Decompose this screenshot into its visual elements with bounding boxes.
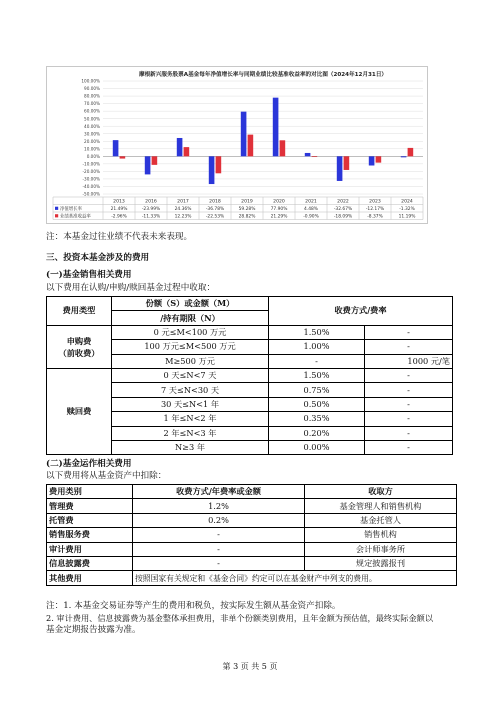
y-tick-label: 60.00% bbox=[84, 108, 100, 114]
data-label: -32.67% bbox=[333, 207, 353, 212]
data-label: 77.90% bbox=[270, 207, 288, 212]
y-tick-label: -30.00% bbox=[82, 176, 100, 182]
header-fee-method: 收费方式/年费率或金额 bbox=[133, 485, 305, 499]
sub2-title: (二)基金运作相关费用 bbox=[46, 459, 132, 469]
table-row bbox=[47, 499, 457, 513]
table-cell: 1.50% bbox=[269, 325, 365, 339]
subscription-fee-sublabel: （前收费） bbox=[58, 347, 100, 358]
bar-nav-growth-2017 bbox=[177, 138, 183, 156]
data-label: -0.90% bbox=[303, 214, 319, 220]
y-tick-label: -50.00% bbox=[82, 191, 100, 197]
table-cell: 信息披露费 bbox=[47, 556, 133, 570]
operating-fee-table bbox=[46, 484, 457, 586]
table-cell: 1.50% bbox=[269, 368, 365, 382]
x-tick-label: 2021 bbox=[305, 199, 317, 205]
x-tick-label: 2017 bbox=[177, 199, 189, 205]
table-cell: 0.75% bbox=[269, 383, 365, 397]
data-label: 59.28% bbox=[238, 207, 256, 212]
data-label: 24.36% bbox=[174, 207, 192, 212]
y-tick-label: -20.00% bbox=[82, 169, 100, 174]
header-recipient: 收取方 bbox=[305, 485, 457, 499]
table-cell: - bbox=[133, 542, 305, 556]
y-tick-label: 0.00% bbox=[86, 153, 100, 159]
bar-nav-growth-2016 bbox=[145, 156, 151, 174]
table-cell: 1 年≤N<2 年 bbox=[112, 412, 269, 426]
chart-note: 注：本基金过往业绩不代表未来表现。 bbox=[46, 232, 193, 242]
data-label: -18.09% bbox=[333, 214, 353, 220]
table-cell: 0.00% bbox=[269, 440, 365, 454]
y-tick-label: 40.00% bbox=[84, 123, 100, 129]
table-cell: 2 年≤N<3 年 bbox=[112, 426, 269, 440]
table-cell: 0 天≤N<7 天 bbox=[112, 368, 269, 382]
table-cell: M≥500 万元 bbox=[112, 354, 269, 368]
header-rate: 收费方式/费率 bbox=[269, 297, 453, 326]
header-amount-line2: /持有期限（N） bbox=[112, 311, 269, 325]
data-label: -8.37% bbox=[367, 214, 383, 220]
header-amount-line1: 份额（S）或金额（M） bbox=[112, 297, 269, 311]
sales-fee-table bbox=[46, 296, 453, 455]
bar-benchmark-2022 bbox=[344, 156, 350, 170]
table-cell: 1.00% bbox=[269, 340, 365, 354]
table-cell: - bbox=[365, 340, 453, 354]
bar-benchmark-2021 bbox=[312, 156, 318, 157]
y-tick-label: 50.00% bbox=[84, 116, 100, 122]
table-cell: 规定披露报刊 bbox=[305, 556, 457, 570]
note2-line2: 2. 审计费用、信息披露费为基金整体承担费用，非单个份额类别费用，且年金额为预估值，最终实际金额以 bbox=[46, 613, 434, 623]
y-tick-label: 10.00% bbox=[84, 146, 100, 152]
y-tick-label: 20.00% bbox=[84, 138, 100, 144]
data-label: 11.19% bbox=[398, 214, 416, 220]
bar-nav-growth-2023 bbox=[369, 156, 375, 165]
table-row bbox=[47, 513, 457, 527]
table-cell: 7 天≤N<30 天 bbox=[112, 383, 269, 397]
table-cell: 会计师事务所 bbox=[305, 542, 457, 556]
table-row bbox=[47, 325, 453, 339]
table-cell: 0.50% bbox=[269, 397, 365, 411]
bar-benchmark-2020 bbox=[280, 140, 286, 156]
data-label: 21.49% bbox=[110, 207, 128, 212]
table-cell: 0.20% bbox=[269, 426, 365, 440]
data-label: -2.96% bbox=[111, 214, 127, 220]
bar-benchmark-2018 bbox=[216, 156, 222, 173]
y-tick-label: -10.00% bbox=[82, 161, 100, 167]
bar-benchmark-2023 bbox=[376, 156, 382, 162]
sub1-title: (一)基金销售相关费用 bbox=[46, 270, 132, 280]
table-cell: - bbox=[133, 528, 305, 542]
bar-nav-growth-2020 bbox=[273, 98, 279, 157]
data-label: -11.33% bbox=[141, 214, 161, 220]
bar-benchmark-2016 bbox=[152, 156, 158, 165]
x-tick-label: 2020 bbox=[273, 199, 285, 205]
legend-label: 净值增长率 bbox=[60, 207, 82, 212]
table-cell: 30 天≤N<1 年 bbox=[112, 397, 269, 411]
table-cell: - bbox=[365, 368, 453, 382]
table-header-row bbox=[47, 485, 457, 499]
table-cell: 销售机构 bbox=[305, 528, 457, 542]
table-cell: - bbox=[365, 397, 453, 411]
table-row bbox=[47, 556, 457, 570]
subscription-fee-label: 申购费 bbox=[66, 335, 92, 346]
table-cell: 管理费 bbox=[47, 499, 133, 513]
table-cell: - bbox=[365, 440, 453, 454]
data-label: -36.78% bbox=[205, 207, 225, 212]
table-cell: - bbox=[365, 412, 453, 426]
table-row bbox=[47, 368, 453, 382]
bar-nav-growth-2019 bbox=[241, 112, 247, 157]
bar-nav-growth-2022 bbox=[337, 156, 343, 181]
table-row bbox=[47, 542, 457, 556]
bar-nav-growth-2013 bbox=[113, 140, 119, 156]
table-cell: 审计费用 bbox=[47, 542, 133, 556]
data-label: -1.32% bbox=[399, 207, 415, 212]
bar-benchmark-2013 bbox=[120, 156, 126, 158]
y-tick-label: -40.00% bbox=[82, 184, 100, 190]
performance-chart-svg bbox=[47, 67, 427, 223]
x-tick-label: 2022 bbox=[337, 199, 349, 205]
sub1-intro: 以下费用在认购/申购/赎回基金过程中收取： bbox=[46, 283, 216, 293]
y-tick-label: 90.00% bbox=[84, 86, 100, 92]
x-tick-label: 2018 bbox=[209, 199, 221, 205]
note2-line1: 注：1. 本基金交易证券等产生的费用和税负，按实际发生额从基金资产扣除。 bbox=[46, 601, 341, 611]
data-label: 4.48% bbox=[304, 207, 318, 212]
y-tick-label: 30.00% bbox=[84, 131, 100, 137]
bar-nav-growth-2021 bbox=[305, 153, 311, 156]
redemption-fee-label: 赎回费 bbox=[47, 368, 112, 454]
y-tick-label: 80.00% bbox=[84, 93, 100, 99]
table-cell: 0 元≤M<100 万元 bbox=[112, 325, 269, 339]
data-label: -23.99% bbox=[141, 207, 161, 212]
table-cell: 按照国家有关规定和《基金合同》约定可以在基金财产中列支的费用。 bbox=[133, 571, 457, 585]
table-cell: 其他费用 bbox=[47, 571, 133, 585]
x-tick-label: 2016 bbox=[145, 199, 157, 205]
data-label: 28.82% bbox=[238, 214, 256, 220]
table-row bbox=[47, 528, 457, 542]
legend-swatch bbox=[55, 214, 58, 217]
x-tick-label: 2024 bbox=[401, 199, 413, 205]
bar-benchmark-2019 bbox=[248, 135, 254, 157]
bar-benchmark-2017 bbox=[184, 147, 190, 156]
page-footer: 第 3 页 共 5 页 bbox=[222, 662, 278, 671]
performance-chart bbox=[46, 66, 428, 224]
table-cell: 基金管理人和销售机构 bbox=[305, 499, 457, 513]
section-title: 三、投资本基金涉及的费用 bbox=[46, 253, 150, 263]
y-tick-label: 100.00% bbox=[81, 78, 100, 84]
subscription-fee-cell bbox=[47, 325, 112, 368]
x-tick-label: 2013 bbox=[113, 199, 125, 205]
table-cell: - bbox=[133, 556, 305, 570]
x-tick-label: 2023 bbox=[369, 199, 381, 205]
table-cell: 1000 元/笔 bbox=[365, 354, 453, 368]
y-tick-label: 70.00% bbox=[84, 101, 100, 107]
table-row bbox=[47, 571, 457, 585]
bar-benchmark-2024 bbox=[408, 148, 414, 156]
header-fee-type: 费用类型 bbox=[47, 297, 112, 326]
table-cell: N≥3 年 bbox=[112, 440, 269, 454]
legend-swatch bbox=[55, 207, 58, 210]
x-tick-label: 2019 bbox=[241, 199, 253, 205]
table-cell: - bbox=[365, 383, 453, 397]
data-label: 21.29% bbox=[270, 214, 288, 220]
table-cell: 销售服务费 bbox=[47, 528, 133, 542]
bar-nav-growth-2024 bbox=[401, 156, 407, 157]
table-cell: 0.2% bbox=[133, 513, 305, 527]
data-label: -12.17% bbox=[365, 207, 385, 212]
table-cell: 基金托管人 bbox=[305, 513, 457, 527]
legend-label: 业绩基准收益率 bbox=[60, 214, 91, 220]
table-cell: 1.2% bbox=[133, 499, 305, 513]
data-label: -22.53% bbox=[205, 214, 225, 220]
note2-line3: 基金定期报告披露为准。 bbox=[46, 625, 141, 635]
sub2-intro: 以下费用将从基金资产中扣除： bbox=[46, 471, 167, 481]
table-cell: - bbox=[365, 426, 453, 440]
table-cell: - bbox=[269, 354, 365, 368]
table-cell: 100 万元≤M<500 万元 bbox=[112, 340, 269, 354]
table-cell: 0.35% bbox=[269, 412, 365, 426]
chart-title: 摩根新兴服务股票A基金每年净值增长率与同期业绩比较基准收益率的对比图（2024年12月31日） bbox=[138, 72, 388, 78]
header-fee-category: 费用类别 bbox=[47, 485, 133, 499]
table-header-row bbox=[47, 297, 453, 311]
table-cell: 托管费 bbox=[47, 513, 133, 527]
table-cell: - bbox=[365, 325, 453, 339]
bar-nav-growth-2018 bbox=[209, 156, 215, 184]
data-label: 12.23% bbox=[174, 214, 192, 220]
